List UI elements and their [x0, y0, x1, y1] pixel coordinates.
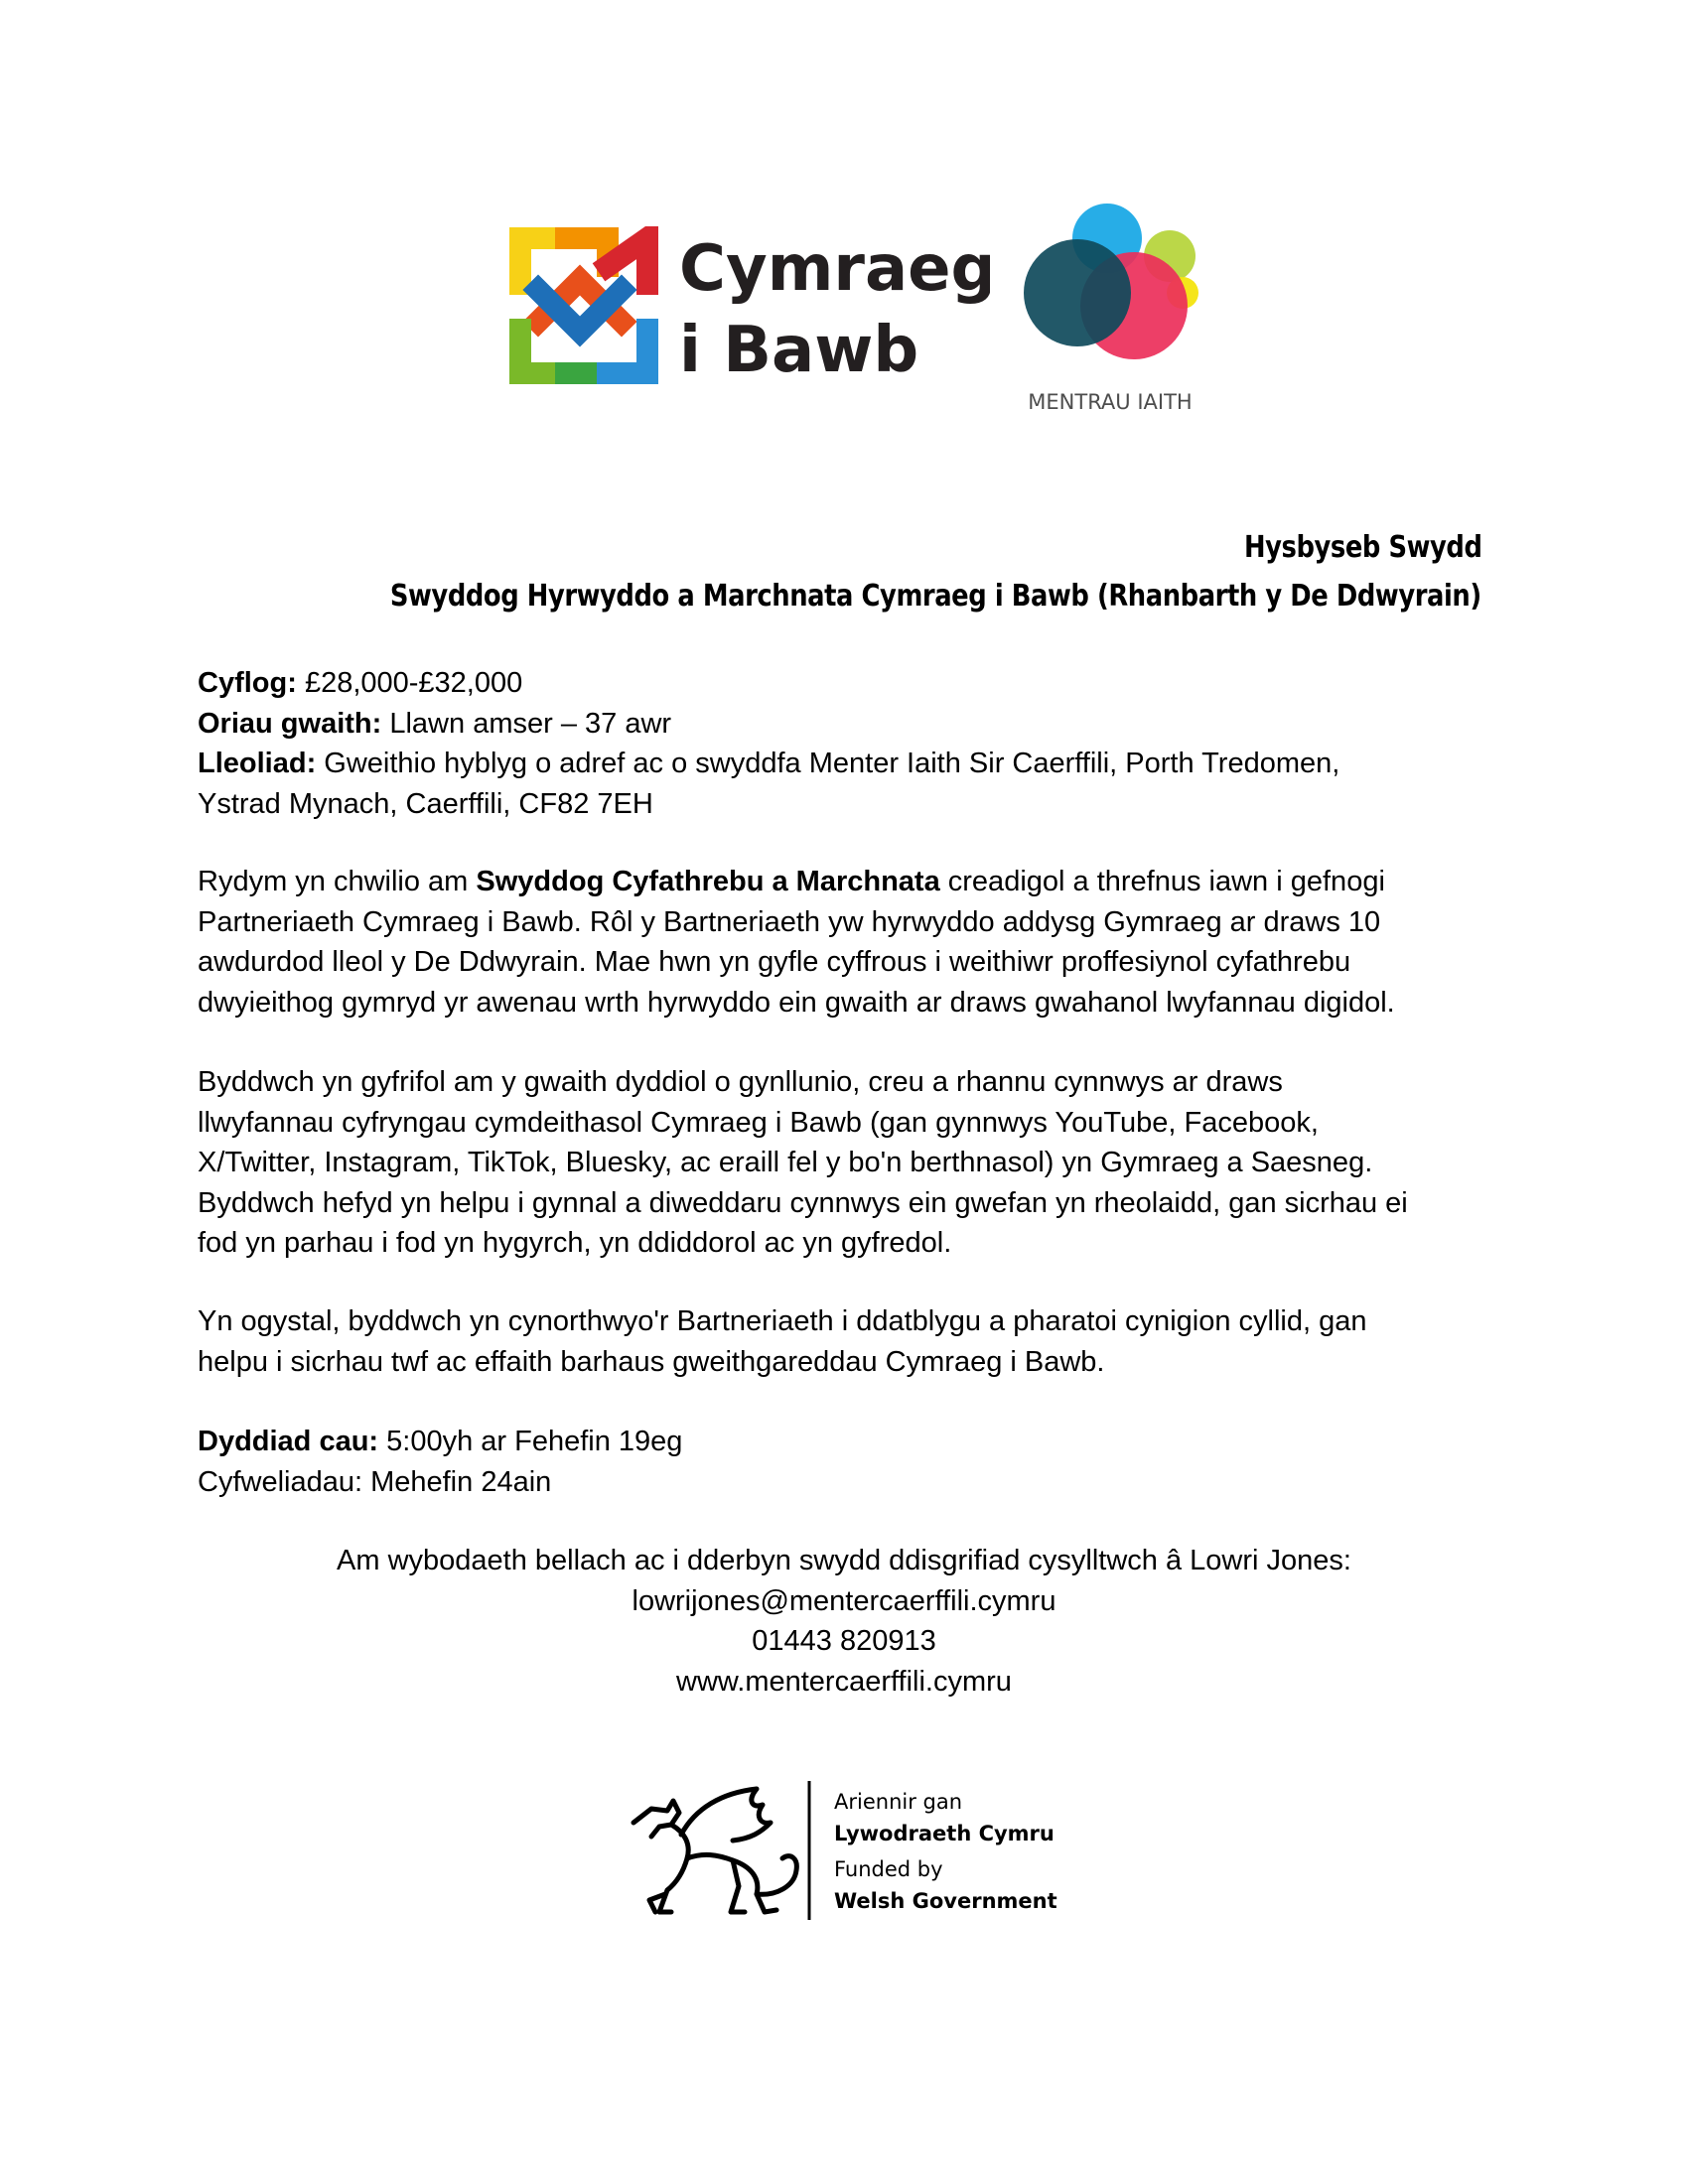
paragraph-funding: [198, 1301, 1498, 1382]
paragraph-responsibilities: [198, 1062, 1498, 1264]
location-line: [198, 744, 1498, 784]
job-advert-label: Hysbyseb Swydd: [1243, 530, 1481, 565]
closing-date-label: Dyddiad cau:: [198, 1426, 379, 1457]
para2-line5: fod yn parhau i fod yn hygyrch, yn ddiddorol ac yn gyfredol.: [198, 1227, 952, 1259]
para2-line3: X/Twitter, Instagram, TikTok, Bluesky, ac eraill fel y bo'n berthnasol) yn Gymraeg a Saesneg.: [198, 1147, 1373, 1178]
para3-line2: helpu i sicrhau twf ac effaith barhaus gweithgareddau Cymraeg i Bawb.: [198, 1345, 1105, 1378]
salary-value: £28,000-£32,000: [304, 667, 523, 699]
cib-wordmark-line2: i Bawb: [679, 314, 919, 385]
para1-line1: [198, 862, 1498, 902]
hours-value: Llawn amser – 37 awr: [389, 707, 672, 740]
location-label: Lleoliad:: [198, 748, 317, 779]
contact-website[interactable]: www.mentercaerffili.cymru: [676, 1665, 1012, 1698]
key-dates: [198, 1422, 1498, 1502]
contact-email[interactable]: lowrijones@mentercaerffili.cymru: [632, 1584, 1056, 1617]
para3-line1: Yn ogystal, byddwch yn cynorthwyo'r Bartneriaeth i ddatblygu a pharatoi cynigion cyllid, gan: [198, 1305, 1367, 1337]
contact-block: [149, 1541, 1539, 1702]
para1-line2: Partneriaeth Cymraeg i Bawb. Rôl y Bartneriaeth yw hyrwyddo addysg Gymraeg ar draws 10: [198, 905, 1381, 938]
wg-line1: Ariennir gan: [834, 1790, 963, 1814]
wg-line3: Funded by: [834, 1857, 943, 1881]
para1-line3: awdurdod lleol y De Ddwyrain. Mae hwn yn gyfle cyffrous i weithiwr proffesiynol cyfathrebu: [198, 946, 1351, 978]
para2-line2: llwyfannau cyfryngau cymdeithasol Cymraeg i Bawb (gan gynnwys YouTube, Facebook,: [198, 1106, 1319, 1139]
cymraeg-i-bawb-logo: [508, 226, 990, 385]
para2-line4: Byddwch hefyd yn helpu i gynnal a diweddaru cynnwys ein gwefan yn rheolaidd, gan sicrhau ei: [198, 1186, 1408, 1219]
welsh-dragon-icon: [633, 1789, 796, 1912]
contact-intro: Am wybodaeth bellach ac i dderbyn swydd ddisgrifiad cysylltwch â Lowri Jones:: [337, 1545, 1351, 1576]
paragraph-role-intro: [198, 862, 1498, 1023]
mentrau-iaith-logo: [1011, 194, 1209, 427]
para1-prefix: Rydym yn chwilio am: [198, 866, 477, 897]
wg-line2: Lywodraeth Cymru: [834, 1822, 1055, 1845]
location-value-1: Gweithio hyblyg o adref ac o swyddfa Menter Iaith Sir Caerffili, Porth Tredomen,: [324, 748, 1340, 779]
cib-wordmark-line1: Cymraeg: [679, 232, 990, 306]
interlocking-knot-icon: [508, 226, 990, 385]
job-title: Swyddog Hyrwyddo a Marchnata Cymraeg i Bawb (Rhanbarth y De Ddwyrain): [390, 579, 1481, 614]
interviews-line: Cyfweliadau: Mehefin 24ain: [198, 1465, 552, 1498]
hours-line: [198, 704, 1498, 745]
overlapping-circles-icon: [1011, 194, 1209, 427]
para2-line1: Byddwch yn gyfrifol am y gwaith dyddiol o gynllunio, creu a rhannu cynnwys ar draws: [198, 1066, 1283, 1098]
para1-suffix: creadigol a threfnus iawn i gefnogi: [939, 866, 1385, 897]
mentrau-iaith-wordmark: MENTRAU IAITH: [1028, 390, 1193, 414]
closing-date-value: 5:00yh ar Fehefin 19eg: [386, 1426, 683, 1457]
salary-line: [198, 663, 1498, 704]
closing-date-line: [198, 1422, 1498, 1462]
wg-line4: Welsh Government: [834, 1889, 1057, 1913]
salary-label: Cyflog:: [198, 667, 297, 699]
role-name: Swyddog Cyfathrebu a Marchnata: [476, 866, 940, 897]
location-value-2: Ystrad Mynach, Caerffili, CF82 7EH: [198, 787, 653, 820]
hours-label: Oriau gwaith:: [198, 707, 382, 740]
job-details: [198, 663, 1498, 824]
welsh-government-logo: [622, 1775, 1058, 1924]
para1-line4: dwyieithog gymryd yr awenau wrth hyrwyddo ein gwaith ar draws gwahanol lwyfannau digidol.: [198, 986, 1395, 1019]
contact-phone: 01443 820913: [752, 1625, 936, 1657]
